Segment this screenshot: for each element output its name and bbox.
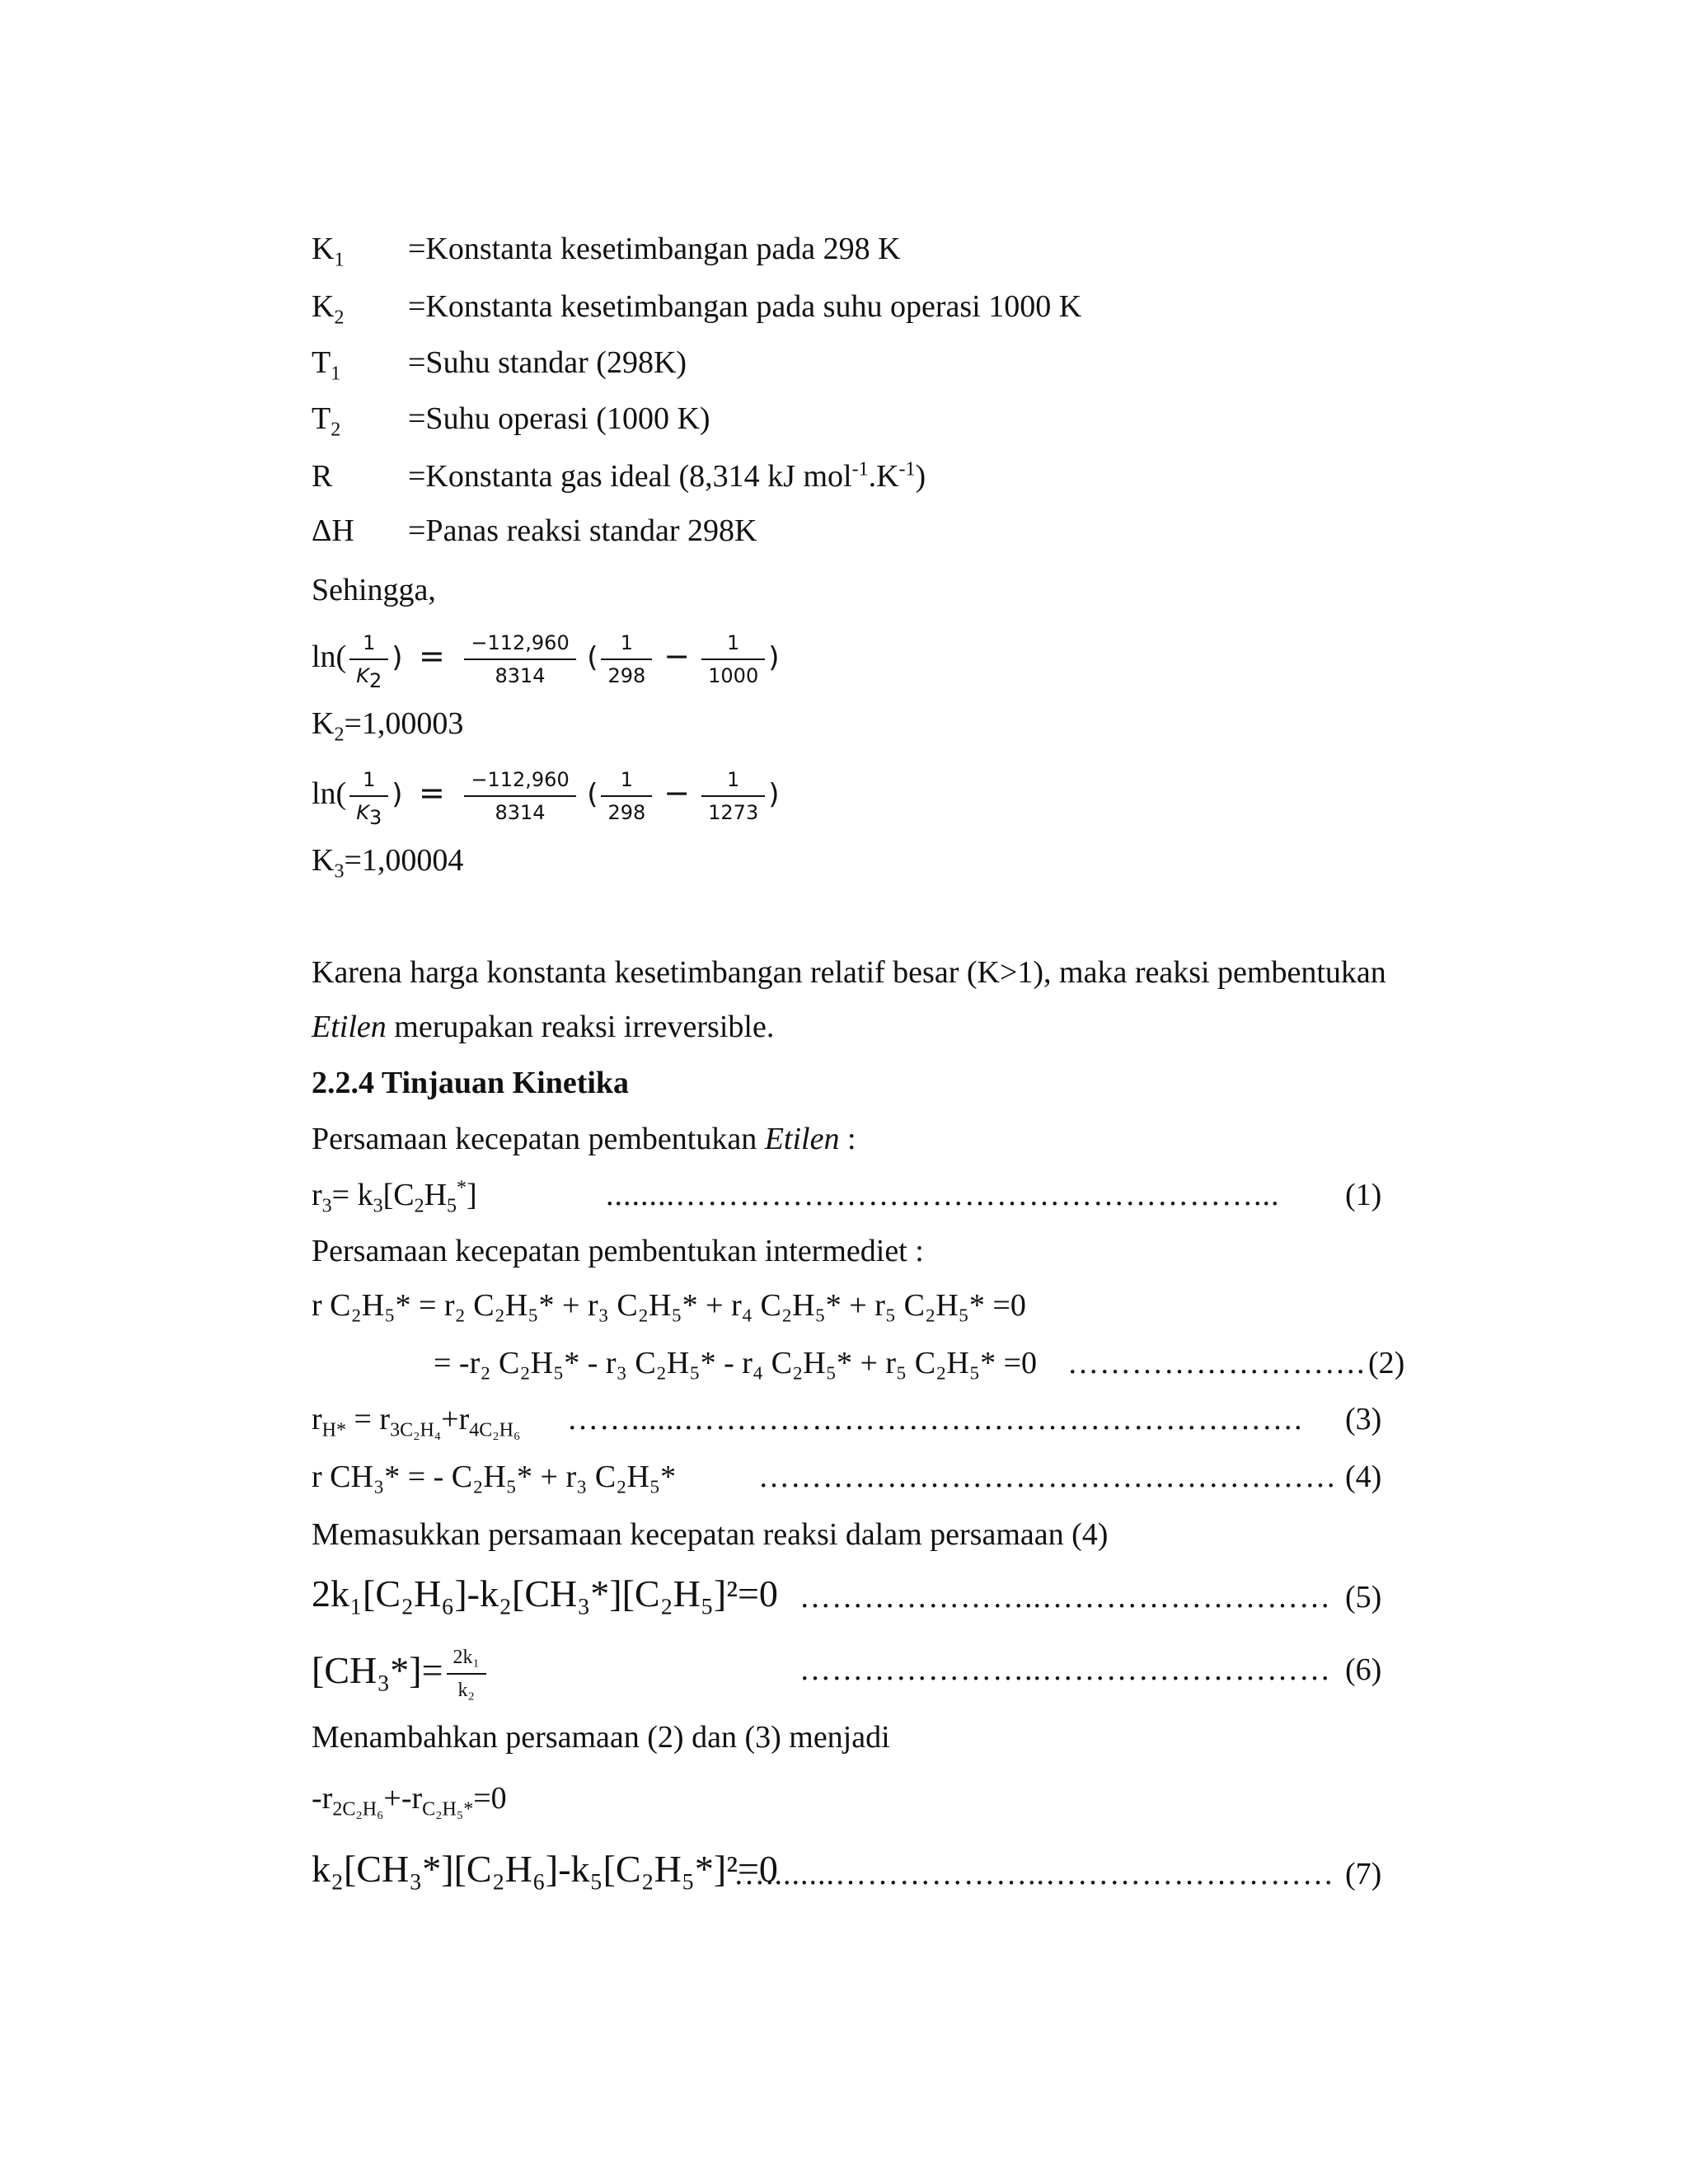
equation-4: r CH₃* = - C₂H₅* + r₃ C₂H₅* [312,1460,677,1494]
symbol: $K_2$ [312,289,345,329]
persamaan-intermediet-text: Persamaan kecepatan pembentukan intermediet : [312,1234,924,1268]
symbol: $T_1$ [312,345,341,385]
equation-7: k₂[CH₃*][C₂H₆]-k₅[C₂H₅*]²=0 [312,1848,778,1890]
description: =Konstanta kesetimbangan pada 298 K [408,232,901,266]
equation-7-number: (7) [1345,1857,1382,1891]
fraction: $\frac{-112,960}{8314}$ [464,630,575,688]
symbol: R [312,459,333,494]
description: =Suhu standar (298K) [408,345,687,380]
symbol: ΔH [312,513,354,548]
equation-4-number: (4) [1345,1460,1382,1494]
section-heading: 2.2.4 Tinjauan Kinetika [312,1066,630,1100]
equation-4-dots: ……………………………………………… [758,1460,1337,1494]
equation-6-number: (6) [1345,1652,1382,1687]
equation-2-number: (2) [1368,1346,1405,1380]
equation-2b: = -r₂ C₂H₅* - r₃ C₂H₅* - r₄ C₂H₅* + r₅ C₂H₅* =0 [434,1346,1038,1380]
symbol: $K_1$ [312,232,345,271]
equation-5: 2k₁[C₂H₆]-k₂[CH₃*][C₂H₅]²=0 [312,1572,778,1615]
definition-t1 [312,344,1465,385]
equation-6-dots: …………………..……………………… [799,1652,1331,1687]
definition-delta-h [312,513,1465,549]
equation-sum: $-r_{2C_2H_6}+-r_{C_2H_5*}=0$ [312,1781,507,1821]
definition-t2 [312,401,1465,441]
equation-3-number: (3) [1345,1402,1382,1436]
definition-k2 [312,288,1465,329]
equation-6: [CH₃*]= $\frac{\text{2k₁}}{\text{k₂}}$ [312,1642,490,1703]
description: =Panas reaksi standar 298K [408,513,757,548]
equation-k2: ln( $\frac{1}{K_2}$ ) = $\frac{-112,960}{8314}$ ( $\frac{1}{298}$ − $\frac{1}{1000}$ ) [312,631,780,693]
equation-5-dots: …………………..……………………… [799,1580,1331,1615]
fraction: $\frac{-112,960}{8314}$ [464,767,575,825]
equation-1: $r_3= k_3[C_2H_5^*]$ [312,1177,477,1217]
memasukkan-text: Memasukkan persamaan kecepatan reaksi dalam persamaan (4) [312,1517,1109,1552]
fraction: $\frac{1}{K_2}$ [349,630,388,688]
symbol: $T_2$ [312,401,341,441]
definition-r [312,458,1465,494]
description: =Konstanta gas ideal (8,314 kJ $mol^{-1}.K^{-1}$) [408,458,926,494]
fraction: $\frac{1}{K_3}$ [349,767,388,825]
paragraph-line-2: Etilen merupakan reaksi irreversible. [312,1010,775,1044]
fraction: $\frac{1}{298}$ [601,630,652,688]
k2-result: $K_2=1,00003$ [312,706,464,746]
sehingga-text: Sehingga, [312,573,436,607]
equation-2a: r C₂H₅* = r₂ C₂H₅* + r₃ C₂H₅* + r₄ C₂H₅* + r₅ C₂H₅* =0 [312,1288,1026,1323]
k3-result: $K_3=1,00004$ [312,843,464,883]
fraction: $\frac{1}{1273}$ [701,767,765,825]
equation-1-dots: ........………………………………………………... [606,1178,1280,1212]
persamaan-etilen-text: Persamaan kecepatan pembentukan Etilen : [312,1122,856,1156]
fraction: $\frac{1}{1000}$ [701,630,765,688]
equation-3-dots: ……......…………………………………………………. [567,1402,1303,1436]
equation-3: $r_{H*} = r_{3C_2H_4}+r_{4C_2H_6}$ [312,1402,521,1441]
definition-k1 [312,231,1465,271]
description: =Konstanta kesetimbangan pada suhu operasi 1000 K [408,289,1082,324]
fraction: $\frac{\text{2k₁}}{\text{k₂}}$ [447,1645,486,1703]
paragraph-line-1: Karena harga konstanta kesetimbangan relatif besar (K>1), maka reaksi pembentukan [312,955,1386,990]
equation-k3: ln( $\frac{1}{K_3}$ ) = $\frac{-112,960}{8314}$ ( $\frac{1}{298}$ − $\frac{1}{1273}$ ) [312,768,780,830]
fraction: $\frac{1}{298}$ [601,767,652,825]
equation-5-number: (5) [1345,1580,1382,1615]
menambahkan-text: Menambahkan persamaan (2) dan (3) menjadi [312,1720,890,1755]
equation-7-dots: …........………………..……………………… [734,1857,1334,1891]
equation-1-number: (1) [1345,1178,1382,1212]
description: =Suhu operasi (1000 K) [408,401,710,436]
equation-2-dots: ………………………. [1067,1346,1366,1380]
